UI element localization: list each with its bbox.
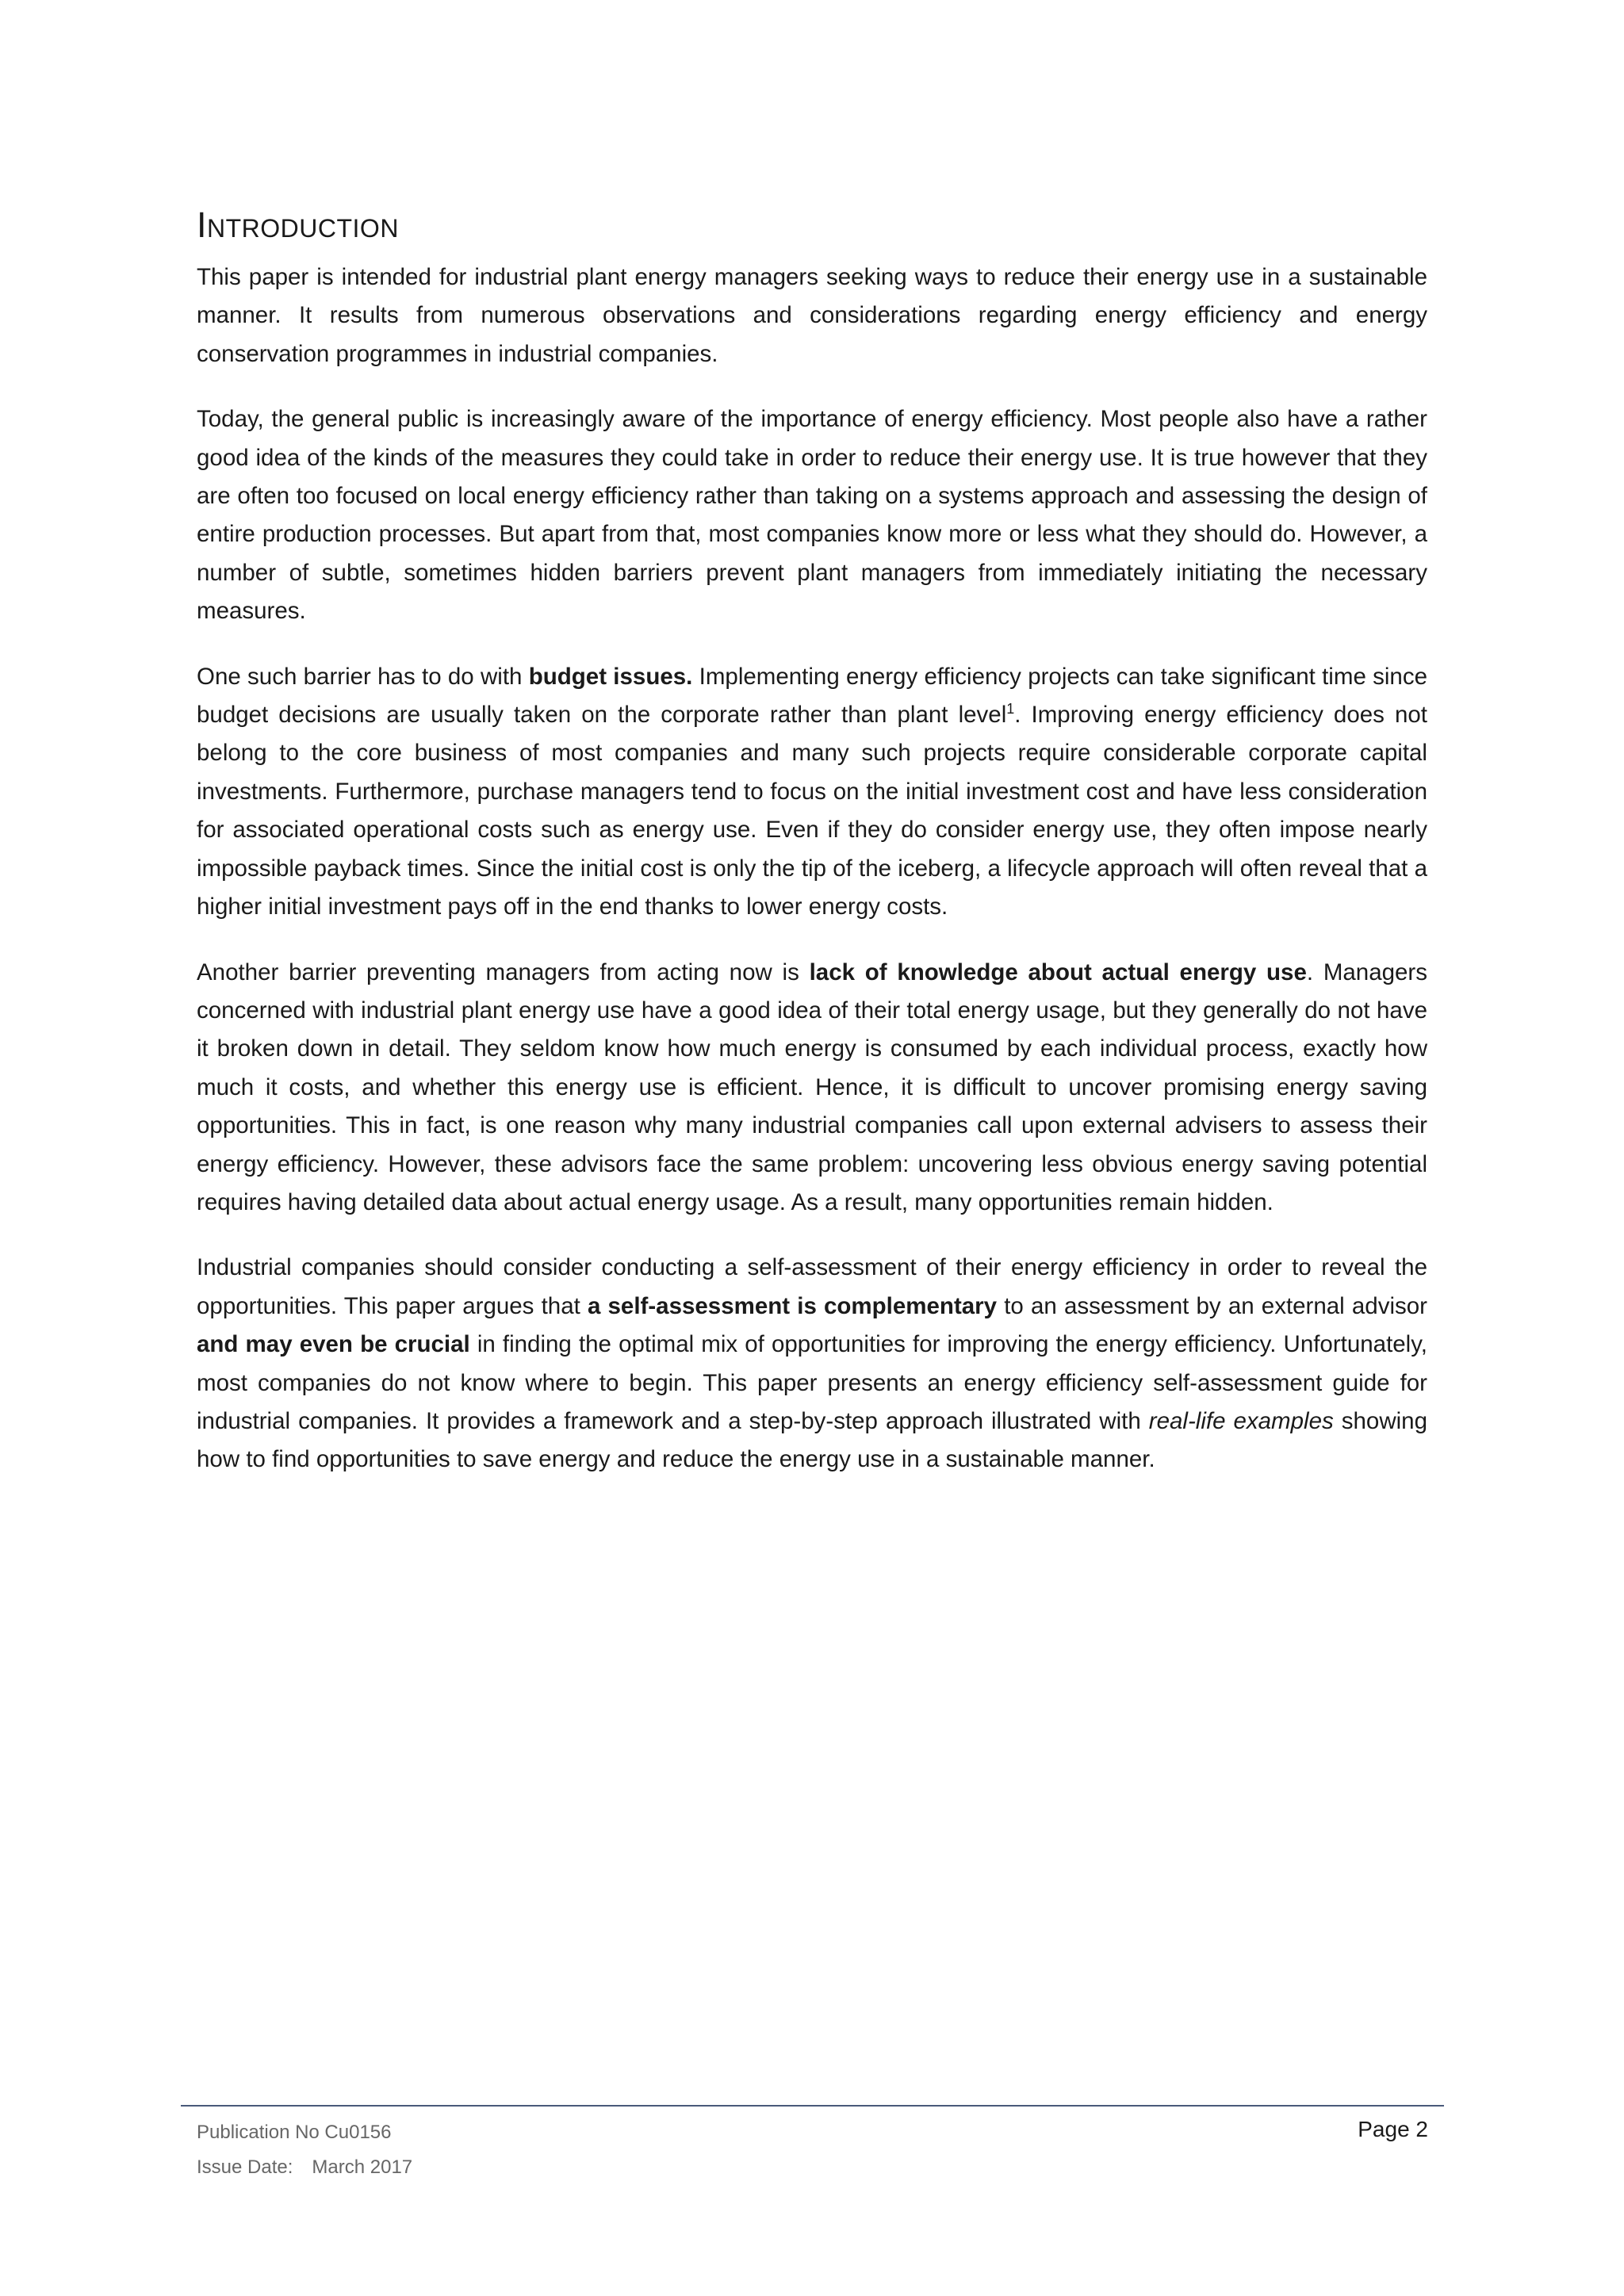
text-run: to an assessment by an external advisor bbox=[997, 1292, 1427, 1319]
paragraph-list bbox=[197, 258, 1427, 1479]
page-number: Page 2 bbox=[1358, 2117, 1428, 2141]
section-heading: Introduction bbox=[197, 205, 399, 245]
footnote-marker: 1 bbox=[1006, 701, 1015, 718]
text-run: showing how to find opportunities to save energy and reduce the energy use in a sustainable manner. bbox=[197, 1407, 1427, 1473]
publication-number-row bbox=[197, 2115, 412, 2150]
issue-date-value: March 2017 bbox=[312, 2156, 413, 2178]
text-run: in finding the optimal mix of opportunities for improving the energy efficiency. Unfortunately, most companies do not know where to begin. This paper presents an energy efficiency self-assessment guide for industrial companies. It provides a framework and a step-by-step approach illustrated with bbox=[197, 1331, 1427, 1434]
bold-emphasis: budget issues. bbox=[528, 663, 693, 690]
text-run: One such barrier has to do with bbox=[197, 663, 529, 690]
text-run: Another barrier preventing managers from acting now is bbox=[197, 959, 810, 985]
text-run: Industrial companies should consider conducting a self-assessment of their energy efficiency in order to reveal the opportunities. This paper argues that bbox=[197, 1254, 1427, 1319]
footer-meta bbox=[197, 2115, 412, 2185]
page-body bbox=[197, 200, 1427, 1506]
bold-emphasis: a self-assessment is complementary bbox=[587, 1292, 998, 1319]
text-run: . Improving energy efficiency does not belong to the core business of most companies and many such projects require considerable corporate capital investments. Furthermore, purchase managers tend to focus on the initial investment cost and have less consideration for associated operational costs such as energy use. Even if they do consider energy use, they often impose nearly impossible payback times. Since the initial cost is only the tip of the iceberg, a lifecycle approach will often reveal that a higher initial investment pays off in the end thanks to lower energy costs. bbox=[197, 702, 1427, 920]
issue-date-label: Issue Date: bbox=[197, 2156, 293, 2178]
text-run: . Managers concerned with industrial plant energy use have a good idea of their total energy usage, but they generally do not have it broken down in detail. They seldom know how much energy is consumed by each individual process, exactly how much it costs, and whether this energy use is efficient. Hence, it is difficult to uncover promising energy saving opportunities. This in fact, is one reason why many industrial companies call upon external advisers to assess their energy efficiency. However, these advisors face the same problem: uncovering less obvious energy saving potential requires having detailed data about actual energy usage. As a result, many opportunities remain hidden. bbox=[197, 959, 1427, 1215]
publication-number: Publication No Cu0156 bbox=[197, 2122, 392, 2143]
issue-date-row bbox=[197, 2150, 412, 2185]
paragraph-1 bbox=[197, 258, 1427, 373]
paragraph-5 bbox=[197, 1249, 1427, 1479]
bold-emphasis: and may even be crucial bbox=[197, 1331, 470, 1358]
text-run: Implementing energy efficiency projects can take significant time since budget decisions are usually taken on the corporate rather than plant level bbox=[197, 663, 1427, 729]
text-run: This paper is intended for industrial plant energy managers seeking ways to reduce their energy use in a sustainable manner. It results from numerous observations and considerations regarding energy efficiency and energy conservation programmes in industrial companies. bbox=[197, 264, 1427, 367]
italic-emphasis: real-life examples bbox=[1148, 1407, 1334, 1434]
paragraph-2 bbox=[197, 400, 1427, 630]
bold-emphasis: lack of knowledge about actual energy use bbox=[809, 959, 1307, 985]
footer-divider bbox=[181, 2105, 1444, 2107]
text-run: Today, the general public is increasingly aware of the importance of energy efficiency. Most people also have a rather good idea of the kinds of the measures they could take in order to reduce their energy use. It is true however that they are often too focused on local energy efficiency rather than taking on a systems approach and assessing the design of entire production processes. But apart from that, most companies know more or less what they should do. However, a number of subtle, sometimes hidden barriers prevent plant managers from immediately initiating the necessary measures. bbox=[197, 406, 1427, 625]
paragraph-3 bbox=[197, 658, 1427, 927]
paragraph-4 bbox=[197, 954, 1427, 1223]
